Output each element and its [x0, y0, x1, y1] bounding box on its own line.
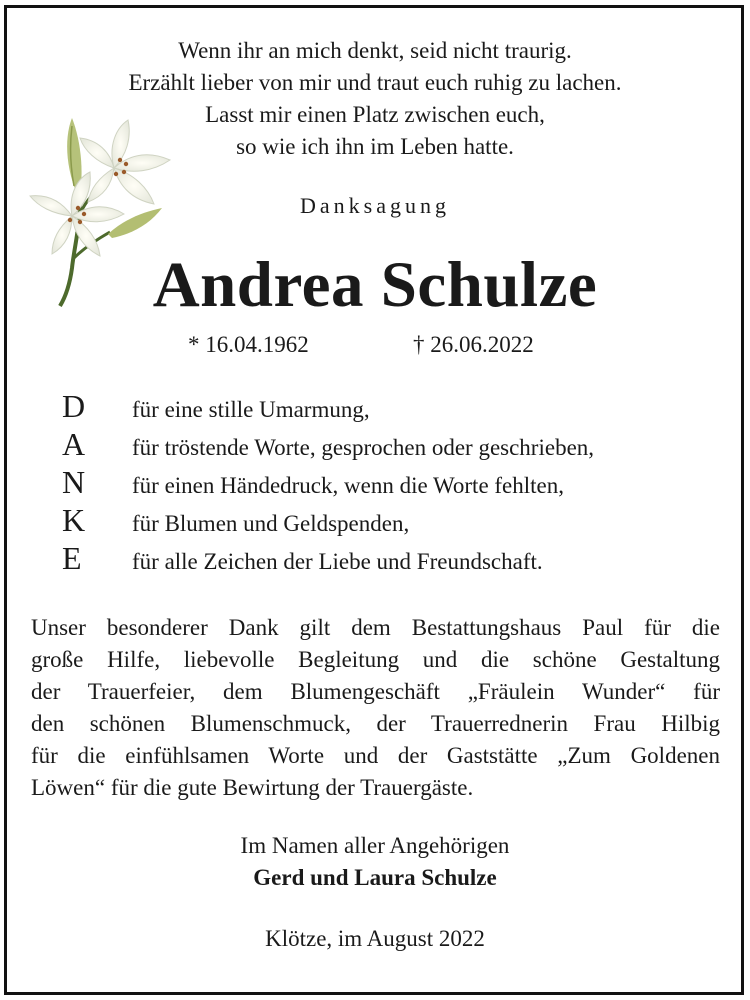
thanks-line: der Trauerfeier, dem Blumengeschäft „Fräulein Wunder“ für: [31, 679, 720, 704]
thanks-line: Unser besonderer Dank gilt dem Bestattungshaus Paul für die: [31, 615, 720, 640]
signature-names: Gerd und Laura Schulze: [253, 865, 497, 890]
acrostic-letter: K: [62, 502, 86, 538]
deceased-name: Andrea Schulze: [152, 249, 598, 321]
heading-danksagung: Danksagung: [300, 193, 450, 218]
acrostic-text: für Blumen und Geldspenden,: [132, 511, 410, 536]
acrostic-text: für einen Händedruck, wenn die Worte fehlten,: [132, 473, 565, 498]
acrostic-letter: A: [62, 426, 86, 462]
poem-line: Lasst mir einen Platz zwischen euch,: [205, 102, 545, 127]
acrostic-text: für alle Zeichen der Liebe und Freundschaft.: [132, 549, 543, 574]
birth-date: * 16.04.1962: [188, 332, 309, 357]
acrostic-text: für eine stille Umarmung,: [132, 397, 370, 422]
thanks-line: für die einfühlsamen Worte und der Gaststätte „Zum Goldenen: [31, 743, 720, 768]
acrostic-letter: N: [62, 464, 86, 500]
death-date: † 26.06.2022: [413, 332, 534, 357]
poem-line: Wenn ihr an mich denkt, seid nicht traurig.: [178, 38, 572, 63]
acrostic-text: für tröstende Worte, gesprochen oder geschrieben,: [132, 435, 595, 460]
poem-line: so wie ich ihn im Leben hatte.: [236, 134, 514, 159]
thanks-line: Löwen“ für die gute Bewirtung der Trauergäste.: [31, 775, 474, 800]
signature-line: Im Namen aller Angehörigen: [240, 833, 510, 858]
acrostic-letter: E: [62, 540, 82, 576]
acrostic-letter: D: [62, 388, 86, 424]
thanks-line: große Hilfe, liebevolle Begleitung und die schöne Gestaltung: [31, 647, 720, 672]
thanks-paragraph: [31, 612, 720, 804]
place-and-date: Klötze, im August 2022: [265, 926, 485, 951]
signature-block: [0, 830, 750, 894]
poem-line: Erzählt lieber von mir und traut euch ruhig zu lachen.: [128, 70, 622, 95]
thanks-line: den schönen Blumenschmuck, der Trauerrednerin Frau Hilbig: [31, 711, 720, 736]
